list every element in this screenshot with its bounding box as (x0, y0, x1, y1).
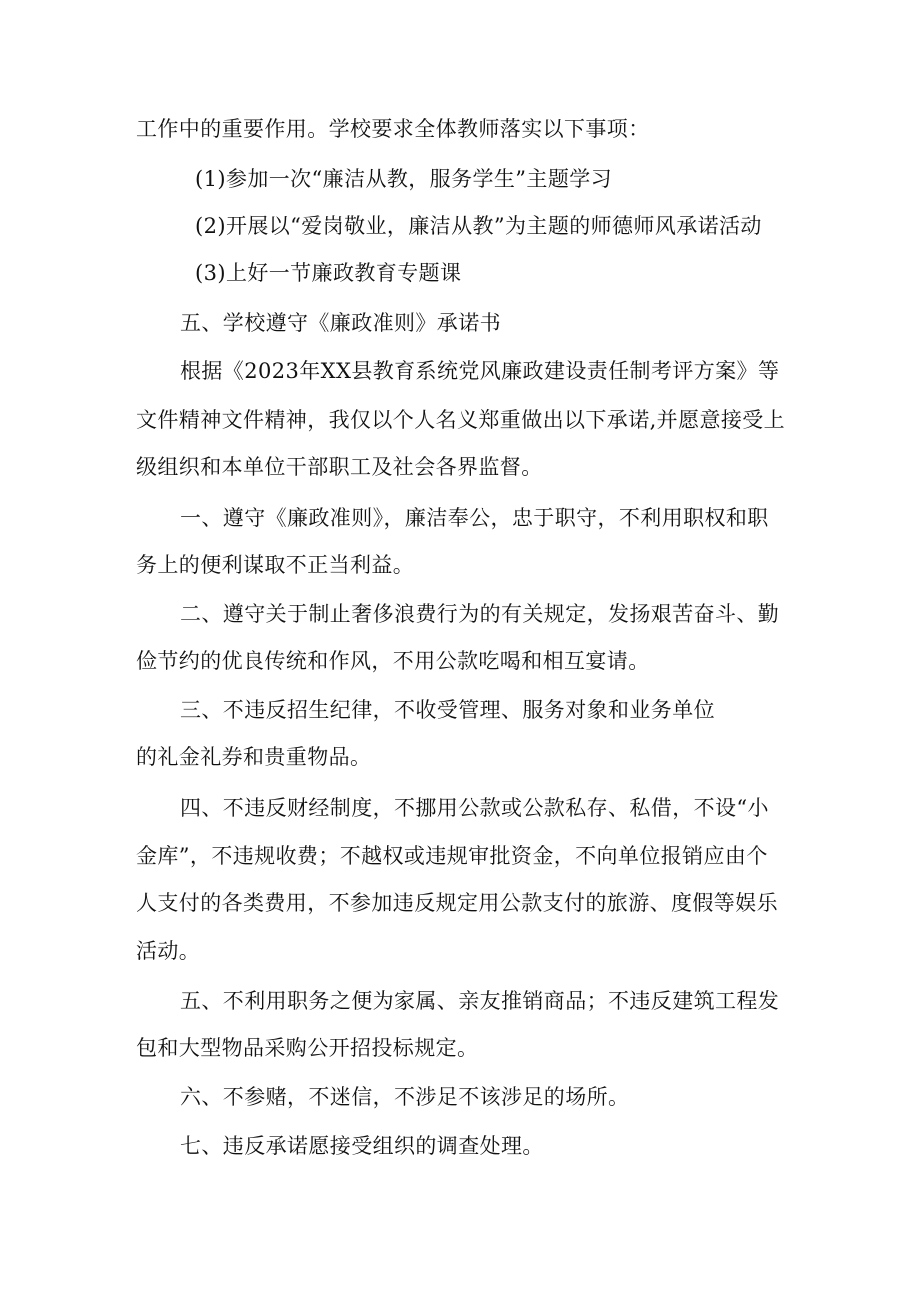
text-line: 七、违反承诺愿接受组织的调查处理。 (180, 1134, 544, 1158)
text-line: (1)参加一次“廉洁从教，服务学生”主题学习 (195, 167, 613, 191)
text-line: 务上的便利谋取不正当利益。 (136, 553, 415, 577)
text-line: 五、不利用职务之便为家属、亲友推销商品；不违反建筑工程发 (180, 989, 780, 1013)
text-line: 二、遵守关于制止奢侈浪费行为的有关规定，发扬艰苦奋斗、勤 (180, 602, 780, 626)
text-line: 六、不参赌，不迷信，不涉足不该涉足的场所。 (180, 1085, 630, 1109)
text-line: 四、不违反财经制度，不挪用公款或公款私存、私借，不设“小 (180, 796, 769, 820)
text-line: 俭节约的优良传统和作风，不用公款吃喝和相互宴请。 (136, 649, 650, 673)
text-line: 的礼金礼券和贵重物品。 (136, 745, 372, 769)
text-line: 工作中的重要作用。学校要求全体教师落实以下事项： (136, 117, 650, 141)
text-line: (2)开展以“爱岗敬业，廉洁从教”为主题的师德师风承诺活动 (195, 214, 762, 238)
text-line: 人支付的各类费用，不参加违反规定用公款支付的旅游、度假等娱乐 (136, 891, 778, 915)
text-line: 包和大型物品采购公开招投标规定。 (136, 1036, 479, 1060)
section-heading: 五、学校遵守《廉政准则》承诺书 (180, 311, 501, 335)
text-line: 根据《2023年XX县教育系统党风廉政建设责任制考评方案》等 (180, 359, 780, 383)
text-line: 级组织和本单位干部职工及社会各界监督。 (136, 455, 543, 479)
text-line: (3)上好一节廉政教育专题课 (195, 261, 462, 285)
text-line: 活动。 (136, 939, 201, 963)
text-line: 文件精神文件精神，我仅以个人名义郑重做出以下承诺,并愿意接受上 (136, 408, 786, 432)
text-line: 一、遵守《廉政准则》，廉洁奉公，忠于职守，不利用职权和职 (180, 506, 769, 530)
text-line: 金库”，不违规收费；不越权或违规审批资金，不向单位报销应由个 (136, 844, 768, 868)
text-line: 三、不违反招生纪律，不收受管理、服务对象和业务单位 (180, 698, 715, 722)
